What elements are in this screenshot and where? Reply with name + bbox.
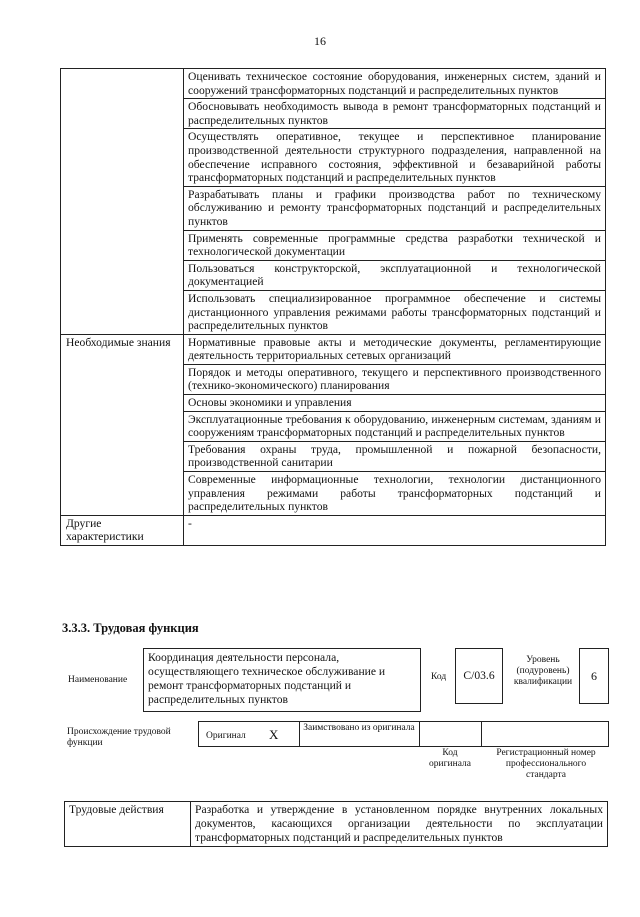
skill-item: Использовать специализированное программное обеспечение и системы дистанционного управления режимами работы трансформаторных подстанций и распределительных пунктов (184, 290, 606, 334)
skill-item: Применять современные программные средства разработки технической и технологической документации (184, 230, 606, 260)
table-row (61, 69, 606, 99)
origin-divider (481, 721, 482, 747)
code-original-label: Код оригинала (429, 748, 471, 769)
table-row (61, 515, 606, 545)
skill-item: Обосновывать необходимость вывода в ремонт трансформаторных подстанций и распределительных пунктов (184, 99, 606, 129)
function-name-value: Координация деятельности персонала, осуществляющего техническое обслуживание и ремонт трансформаторных подстанций и распределительных пунктов (143, 648, 421, 712)
competency-table (60, 68, 606, 546)
original-label: Оригинал (206, 731, 246, 741)
other-value: - (184, 515, 606, 545)
skill-item: Разрабатывать планы и графики производства работ по техническому обслуживанию и ремонту трансформаторных подстанций и распределительных пунктов (184, 186, 606, 230)
code-label: Код (431, 672, 447, 682)
origin-label: Происхождение трудовой функции (67, 727, 171, 748)
knowledge-item: Порядок и методы оперативного, текущего и перспективного производственного (технико-экономического) планирования (184, 364, 606, 394)
level-label: Уровень (подуровень) квалификации (513, 655, 573, 687)
section-title: 3.3.3. Трудовая функция (62, 621, 199, 635)
table-row (65, 802, 608, 847)
skill-item: Оценивать техническое состояние оборудования, инженерных систем, зданий и сооружений трансформаторных подстанций и распределительных пунктов (184, 69, 606, 99)
table-row (61, 334, 606, 364)
skill-item: Осуществлять оперативное, текущее и перспективное планирование производственной деятельности структурного подразделения, направленной на обеспечение исправного состояния, эффективной и безаварийной работы трансформаторных подстанций и распределительных пунктов (184, 129, 606, 186)
origin-divider (299, 721, 300, 747)
function-name-label: Наименование (68, 675, 128, 685)
other-label: Другие характеристики (61, 515, 184, 545)
page-number: 16 (314, 34, 326, 48)
reg-number-label: Регистрационный номер профессионального стандарта (496, 748, 596, 780)
borrowed-label: Заимствовано из оригинала (303, 723, 415, 733)
skills-label-cell (61, 69, 184, 335)
actions-value: Разработка и утверждение в установленном порядке внутренних локальных документов, касающихся организации деятельности по эксплуатации трансформаторных подстанций и распределительных пунктов (191, 802, 608, 847)
actions-label: Трудовые действия (65, 802, 191, 847)
level-value: 6 (579, 648, 609, 704)
knowledge-item: Нормативные правовые акты и методические документы, регламентирующие деятельность территориальных сетевых организаций (184, 334, 606, 364)
knowledge-item: Основы экономики и управления (184, 395, 606, 412)
origin-divider (419, 721, 420, 747)
knowledge-item: Современные информационные технологии, технологии дистанционного управления режимами работы трансформаторных подстанций и распределительных пунктов (184, 472, 606, 516)
knowledge-item: Эксплуатационные требования к оборудованию, инженерным системам, зданиям и сооружениям трансформаторных подстанций и распределительных пунктов (184, 411, 606, 441)
knowledge-item: Требования охраны труда, промышленной и пожарной безопасности, производственной санитарии (184, 441, 606, 471)
original-mark: X (269, 727, 279, 742)
skill-item: Пользоваться конструкторской, эксплуатационной и технологической документацией (184, 260, 606, 290)
knowledge-label: Необходимые знания (61, 334, 184, 515)
actions-table (64, 801, 608, 847)
code-value: C/03.6 (455, 648, 503, 704)
